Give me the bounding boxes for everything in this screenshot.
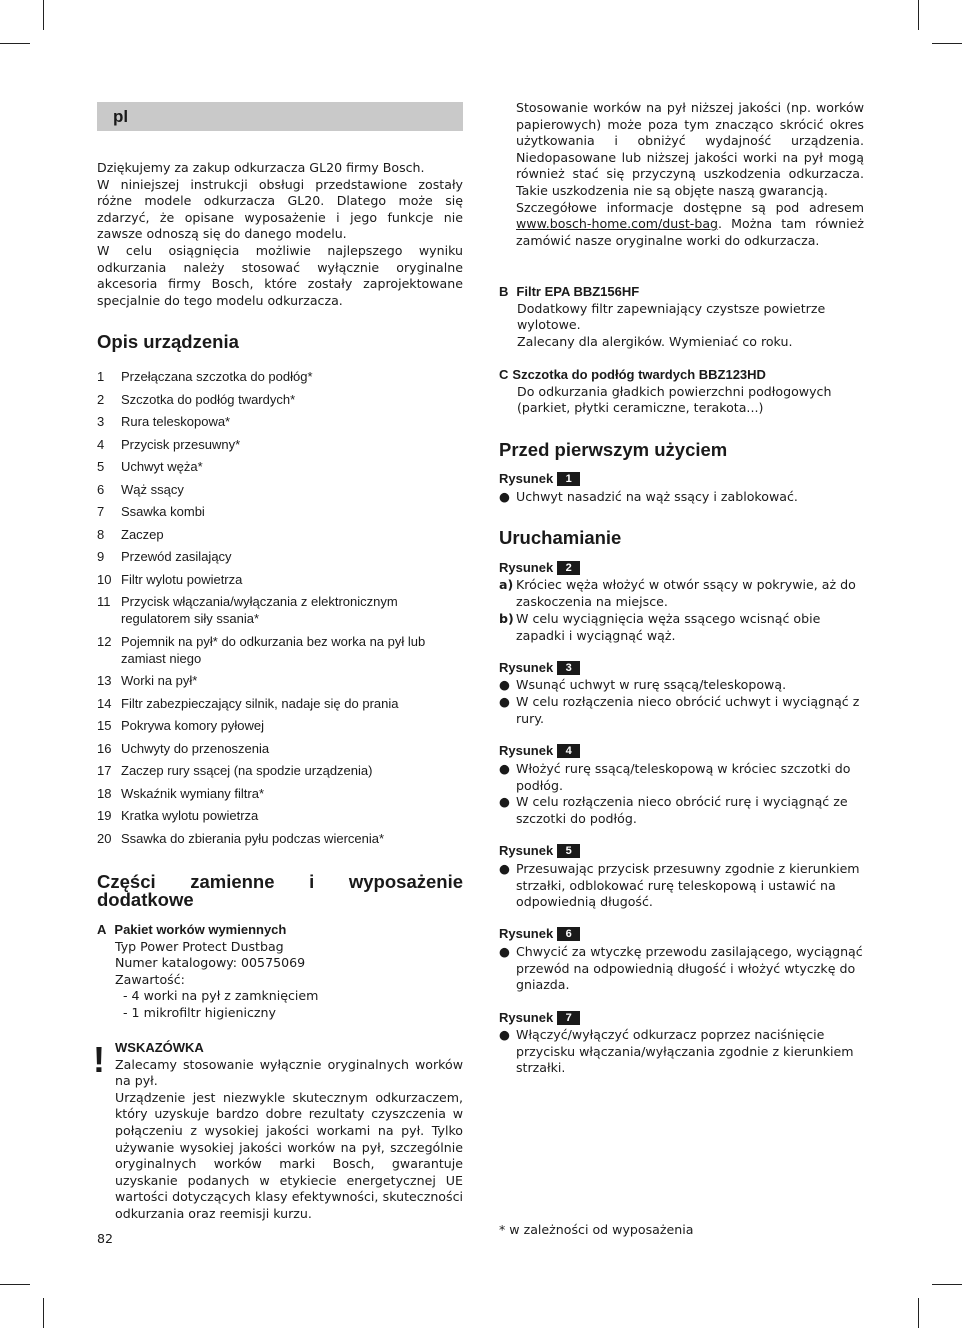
parts-list-item [97, 633, 467, 667]
crop-mark [0, 1284, 30, 1285]
spare-c-title: Szczotka do podłóg twardych BBZ123HD [512, 367, 766, 382]
parts-list-text: Worki na pył* [121, 673, 198, 688]
parts-list-number: 4 [97, 436, 105, 452]
parts-list-text: Wąż ssący [121, 481, 184, 497]
parts-list-item [97, 672, 467, 689]
parts-list-number: 15 [97, 718, 112, 733]
instruction-bullet: ● W celu rozłączenia nieco obrócić uchwyt i wyciągnąć z rury. [499, 694, 860, 726]
figure-label: Rysunek 4 [499, 743, 580, 760]
note-block [115, 1040, 463, 1223]
parts-list-item [97, 740, 467, 757]
figure-label: Rysunek 6 [499, 926, 580, 943]
footnote: * w zależności od wyposażenia [499, 1222, 694, 1237]
parts-list-number: 2 [97, 391, 105, 407]
parts-list-text: Szczotka do podłóg twardych* [121, 391, 296, 407]
intro-line: Dziękujemy za zakup odkurzacza GL20 firmy Bosch. [97, 160, 425, 175]
spare-a [97, 922, 463, 1022]
parts-list-item [97, 762, 467, 779]
page-number: 82 [97, 1231, 114, 1246]
figure-label: Rysunek 5 [499, 843, 580, 860]
figure-label: Rysunek 3 [499, 660, 580, 677]
spare-c-letter: C [499, 367, 509, 382]
parts-list-item [97, 458, 467, 475]
figure-number-badge: 3 [557, 661, 580, 675]
spare-b-letter: B [499, 284, 509, 299]
instruction-step: a) Króciec węża włożyć w otwór ssący w pokrywie, aż do zaskoczenia na miejsce. [499, 577, 856, 609]
parts-list-item [97, 830, 467, 847]
parts-list-number: 11 [97, 594, 111, 609]
parts-list-text: Pojemnik na pył* do odkurzania bez worka na pył lub zamiast niego [121, 633, 426, 666]
parts-list-number: 18 [97, 785, 112, 801]
parts-list-number: 8 [97, 526, 105, 542]
parts-list-number: 17 [97, 763, 112, 778]
spare-a-title: Pakiet worków wymiennych [114, 922, 287, 937]
parts-list-number: 16 [97, 740, 112, 756]
warning-icon: ! [93, 1039, 105, 1080]
instruction-bullet: ● Przesuwając przycisk przesuwny zgodnie z kierunkiem strzałki, odblokować rurę teleskopową i ustawić na odpowiednią długość. [499, 861, 860, 910]
parts-list-text: Filtr wylotu powietrza [121, 571, 243, 587]
parts-list-item [97, 807, 467, 824]
parts-list-item [97, 571, 467, 588]
figure-number-badge: 6 [557, 927, 580, 941]
parts-list-text: Filtr zabezpieczający silnik, nadaje się do prania [121, 695, 399, 711]
parts-list-text: Uchwyt węża* [121, 459, 203, 474]
crop-mark [932, 43, 962, 44]
spare-a-item: - 1 mikrofiltr higieniczny [123, 1004, 276, 1020]
parts-list-number: 10 [97, 571, 112, 587]
parts-list-item [97, 368, 467, 385]
spare-a-type: Typ Power Protect Dustbag [115, 938, 284, 954]
instruction-bullet: ● Włączyć/wyłączyć odkurzacz poprzez naciśnięcie przycisku włączania/wyłączania zgodnie z kierunkiem strzałki. [499, 1027, 854, 1076]
crop-mark [918, 1298, 919, 1328]
instruction-bullet: ● Wsunąć uchwyt w rurę ssącą/teleskopową. [499, 677, 787, 692]
crop-mark [43, 0, 44, 30]
language-header: pl [97, 102, 463, 131]
figure-number-badge: 2 [557, 561, 580, 575]
note-paragraph: Zalecamy stosowanie wyłącznie oryginalnych worków na pył. [115, 1056, 463, 1089]
figure-number-badge: 7 [557, 1011, 580, 1025]
spare-b-text: Dodatkowy filtr zapewniający czystsze powietrze wylotowe. [517, 300, 826, 333]
instruction-bullet: ● W celu rozłączenia nieco obrócić rurę i wyciągnąć ze szczotki do podłóg. [499, 794, 848, 826]
intro-line: W niniejszej instrukcji obsługi przedstawione zostały różne modele odkurzacza GL20. Dlatego może się zdarzyć, że opisane wyposażenie i jego funkcje nie zawsze odnoszą się do danego modelu. [97, 176, 463, 242]
parts-list-item [97, 593, 467, 627]
crop-mark [918, 0, 919, 30]
figure-label: Rysunek 7 [499, 1010, 580, 1027]
parts-list-item [97, 717, 467, 734]
dust-bag-link[interactable]: www.bosch-home.com/dust-bag [516, 216, 719, 232]
note-continued [516, 100, 864, 249]
parts-list-item [97, 548, 467, 565]
spare-b-text: Zalecany dla alergików. Wymieniać co roku. [517, 333, 793, 349]
parts-list-number: 13 [97, 673, 112, 688]
parts-list-number: 1 [97, 369, 105, 384]
parts-list-text: Przycisk przesuwny* [121, 436, 241, 452]
parts-list-text: Przycisk włączania/wyłączania z elektronicznym regulatorem siły ssania* [121, 594, 398, 626]
parts-list-number: 19 [97, 808, 112, 823]
parts-list-item [97, 785, 467, 802]
spare-c-text: Do odkurzania gładkich powierzchni podłogowych (parkiet, płytki ceramiczne, terakota...) [517, 383, 832, 416]
instruction-step: b) W celu wyciągnięcia węża ssącego wcisnąć obie zapadki i wyciągnąć wąż. [499, 611, 821, 643]
parts-list-text: Wskaźnik wymiany filtra* [121, 785, 265, 801]
figure-number-badge: 1 [557, 472, 580, 486]
parts-list-text: Ssawka do zbierania pyłu podczas wiercenia* [121, 830, 385, 846]
intro-text [97, 160, 463, 309]
crop-mark [0, 43, 30, 44]
figure-number-badge: 4 [557, 744, 580, 758]
parts-list-text: Zaczep rury ssącej (na spodzie urządzenia) [121, 763, 373, 778]
note-paragraph: Szczegółowe informacje dostępne są pod adresem www.bosch-home.com/dust-bag. Można tam również zamówić nasze oryginalne worki do odkurzacza. [516, 199, 864, 248]
note-paragraph: Urządzenie jest niezwykle skutecznym odkurzaczem, który uzyskuje bardzo dobre rezultaty czyszczenia w połączeniu z wysokiej jakości workami na pył. Tylko używanie wysokiej jakości worków na pył, szczególnie oryginalnych worków marki Bosch, gwarantuje uzyskanie podanych w etykiecie energetycznej UE wartości dotyczących klasy efektywności, skuteczności odkurzania oraz reemisji kurzu. [115, 1089, 463, 1221]
parts-list-item [97, 391, 467, 408]
spare-a-catalog: Numer katalogowy: 00575069 [115, 955, 306, 971]
parts-list-item [97, 503, 467, 520]
crop-mark [932, 1284, 962, 1285]
figure-label: Rysunek 1 [499, 471, 580, 488]
intro-line: W celu osiągnięcia możliwie najlepszego wyniku odkurzania należy stosować wyłącznie oryginalne akcesoria firmy Bosch, które zostały zaprojektowane specjalnie do tego modelu odkurzacza. [97, 242, 463, 308]
spare-b [499, 284, 864, 350]
parts-list-number: 12 [97, 633, 112, 649]
figure-number-badge: 5 [557, 844, 580, 858]
parts-list-item [97, 695, 467, 712]
parts-list-number: 9 [97, 549, 105, 564]
parts-list-text: Pokrywa komory pyłowej [121, 718, 265, 733]
first-use-heading: Przed pierwszym użyciem [499, 439, 728, 460]
description-heading: Opis urządzenia [97, 331, 239, 352]
instruction-bullet: ● Włożyć rurę ssącą/teleskopową w króciec szczotki do podłóg. [499, 761, 851, 793]
spare-a-contents-label: Zawartość: [115, 971, 185, 987]
parts-list-number: 6 [97, 481, 105, 497]
spare-b-title: Filtr EPA BBZ156HF [516, 284, 640, 299]
note-title: WSKAZÓWKA [115, 1040, 204, 1055]
figure-label: Rysunek 2 [499, 560, 580, 577]
instruction-bullet: ● Uchwyt nasadzić na wąż ssący i zablokować. [499, 489, 798, 504]
parts-list-item [97, 481, 467, 498]
parts-list-text: Przewód zasilający [121, 549, 232, 564]
parts-list-number: 20 [97, 830, 112, 846]
spare-a-letter: A [97, 922, 107, 937]
spare-a-item: - 4 worki na pył z zamknięciem [123, 988, 319, 1004]
parts-list-item [97, 413, 467, 430]
parts-list-text: Rura teleskopowa* [121, 414, 231, 429]
crop-mark [43, 1298, 44, 1328]
parts-list-number: 3 [97, 414, 105, 429]
instruction-bullet: ● Chwycić za wtyczkę przewodu zasilającego, wyciągnąć przewód na odpowiednią długość i włożyć wtyczkę do gniazda. [499, 944, 863, 993]
parts-list [97, 368, 467, 852]
parts-list-item [97, 526, 467, 543]
parts-list-text: Przełączana szczotka do podłóg* [121, 369, 313, 384]
parts-list-text: Ssawka kombi [121, 504, 205, 519]
parts-list-text: Kratka wylotu powietrza [121, 808, 259, 823]
startup-heading: Uruchamianie [499, 527, 622, 548]
parts-list-number: 5 [97, 459, 105, 474]
spares-heading: Części zamienne i wyposażenie dodatkowe [97, 871, 463, 910]
parts-list-number: 7 [97, 504, 105, 519]
parts-list-item [97, 436, 467, 453]
parts-list-text: Uchwyty do przenoszenia [121, 740, 270, 756]
spare-c [499, 367, 864, 417]
note-paragraph: Stosowanie worków na pył niższej jakości (np. worków papierowych) może poza tym znacząco skrócić okres użytkowania i obniżyć wydajność urządzenia. Niedopasowane lub niższej jakości worki na pył mogą również stać się przyczyną uszkodzenia odkurzacza. Takie uszkodzenia nie są objęte naszą gwarancją. [516, 100, 864, 198]
parts-list-number: 14 [97, 695, 112, 711]
parts-list-text: Zaczep [121, 526, 164, 542]
